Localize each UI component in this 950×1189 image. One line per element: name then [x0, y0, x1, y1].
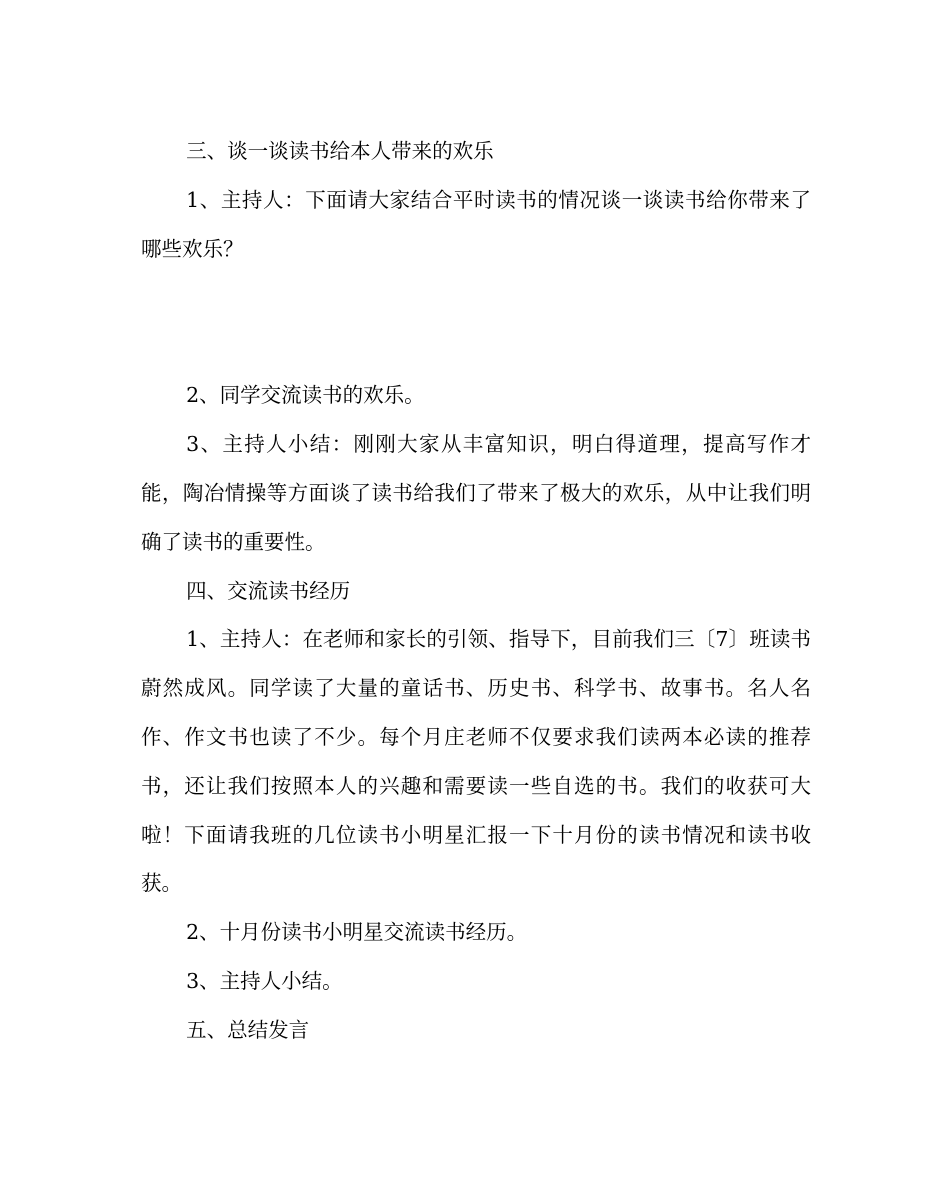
paragraph-host-question: 1、主持人：下面请大家结合平时读书的情况谈一谈读书给你带来了哪些欢乐？: [141, 187, 811, 261]
paragraph-host-intro: 1、主持人：在老师和家长的引领、指导下，目前我们三〔7〕班读书蔚然成风。同学读了大量的童话书、历史书、科学书、故事书。名人名作、作文书也读了不少。每个月庄老师不仅要求我们读两本必读的推荐书，还让我们按照本人的兴趣和需要读一些自选的书。我们的收获可大啦！下面请我班的几位读书小明星汇报一下十月份的读书情况和读书收获。: [141, 627, 811, 896]
paragraph-star-exchange: 2、十月份读书小明星交流读书经历。: [186, 920, 528, 945]
paragraph-host-summary: 3、主持人小结：刚刚大家从丰富知识，明白得道理，提高写作才能，陶冶情操等方面谈了读书给我们了带来了极大的欢乐，从中让我们明确了读书的重要性。: [141, 432, 811, 554]
paragraph-host-summary-2: 3、主持人小结。: [186, 968, 343, 993]
section-heading-5: 五、总结发言: [186, 1017, 310, 1042]
section-heading-4: 四、交流读书经历: [186, 578, 351, 603]
document-body: [141, 127, 811, 1055]
paragraph-student-exchange: 2、同学交流读书的欢乐。: [186, 383, 425, 408]
section-heading-3: 三、谈一谈读书给本人带来的欢乐: [186, 139, 494, 163]
